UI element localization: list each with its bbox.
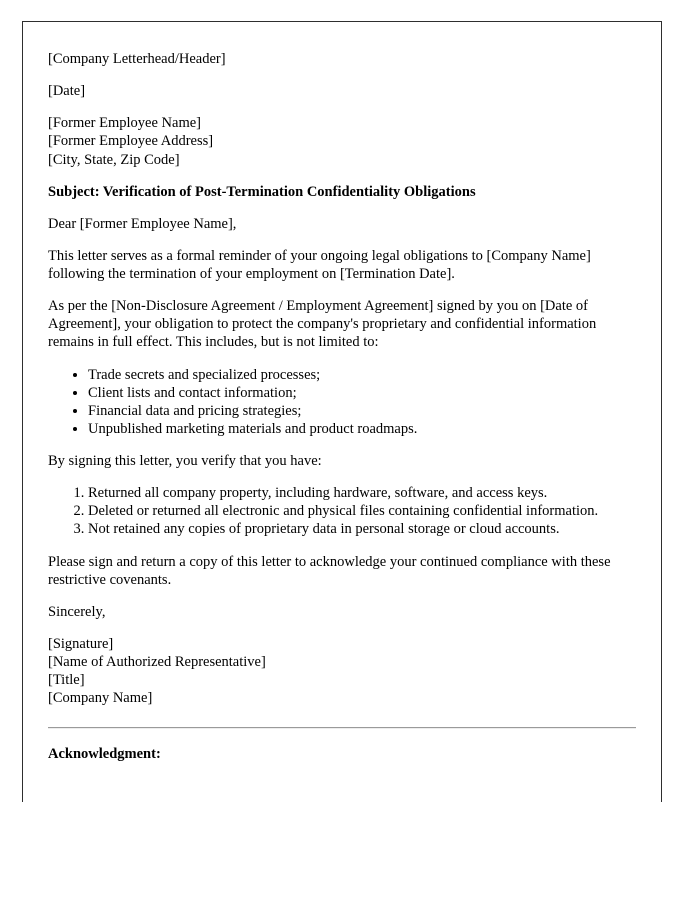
list-item: • Unpublished marketing materials and product roadmaps.: [88, 420, 636, 438]
company-name-placeholder: [Company Name]: [48, 690, 153, 707]
subject-line: Subject: Verification of Post-Termination Confidentiality Obligations: [48, 183, 476, 200]
date-placeholder: [Date]: [48, 83, 86, 100]
verification-steps-list: [48, 484, 636, 538]
list-item: 1. Returned all company property, including hardware, software, and access keys.: [88, 484, 636, 502]
representative-name-placeholder: [Name of Authorized Representative]: [48, 654, 266, 670]
divider: [48, 727, 636, 729]
signature-placeholder: [Signature]: [48, 635, 114, 652]
list-item: 2. Deleted or returned all electronic and physical files containing confidential information.: [88, 502, 636, 520]
recipient-city-state-zip: [City, State, Zip Code]: [48, 151, 180, 168]
agreement-paragraph: As per the [Non-Disclosure Agreement / Employment Agreement] signed by you on [Date of Agreement], your obligation to protect the company's proprietary and confidential information remains in full effect. This includes, but is not limited to:: [48, 298, 597, 351]
list-item: 3. Not retained any copies of proprietary data in personal storage or cloud accounts.: [88, 520, 636, 538]
verify-paragraph: By signing this letter, you verify that you have:: [48, 453, 322, 469]
acknowledgment-heading: Acknowledgment:: [48, 746, 161, 763]
recipient-name: [Former Employee Name]: [48, 115, 202, 132]
salutation: Dear [Former Employee Name],: [48, 215, 237, 232]
list-item: • Trade secrets and specialized processes;: [88, 366, 636, 384]
title-placeholder: [Title]: [48, 672, 85, 689]
list-item: • Client lists and contact information;: [88, 384, 636, 402]
letterhead-placeholder: [Company Letterhead/Header]: [48, 51, 226, 67]
closing: Sincerely,: [48, 603, 106, 620]
list-item: • Financial data and pricing strategies;: [88, 402, 636, 420]
sign-return-paragraph: Please sign and return a copy of this letter to acknowledge your continued compliance with these restrictive covenants.: [48, 553, 611, 588]
intro-paragraph: This letter serves as a formal reminder of your ongoing legal obligations to [Company Name] following the termination of your employment on [Termination Date].: [48, 247, 591, 282]
signature-block: [48, 635, 636, 708]
letter-page: [22, 21, 662, 802]
recipient-block: [48, 114, 636, 168]
recipient-address: [Former Employee Address]: [48, 133, 214, 150]
confidential-items-list: [48, 366, 636, 439]
